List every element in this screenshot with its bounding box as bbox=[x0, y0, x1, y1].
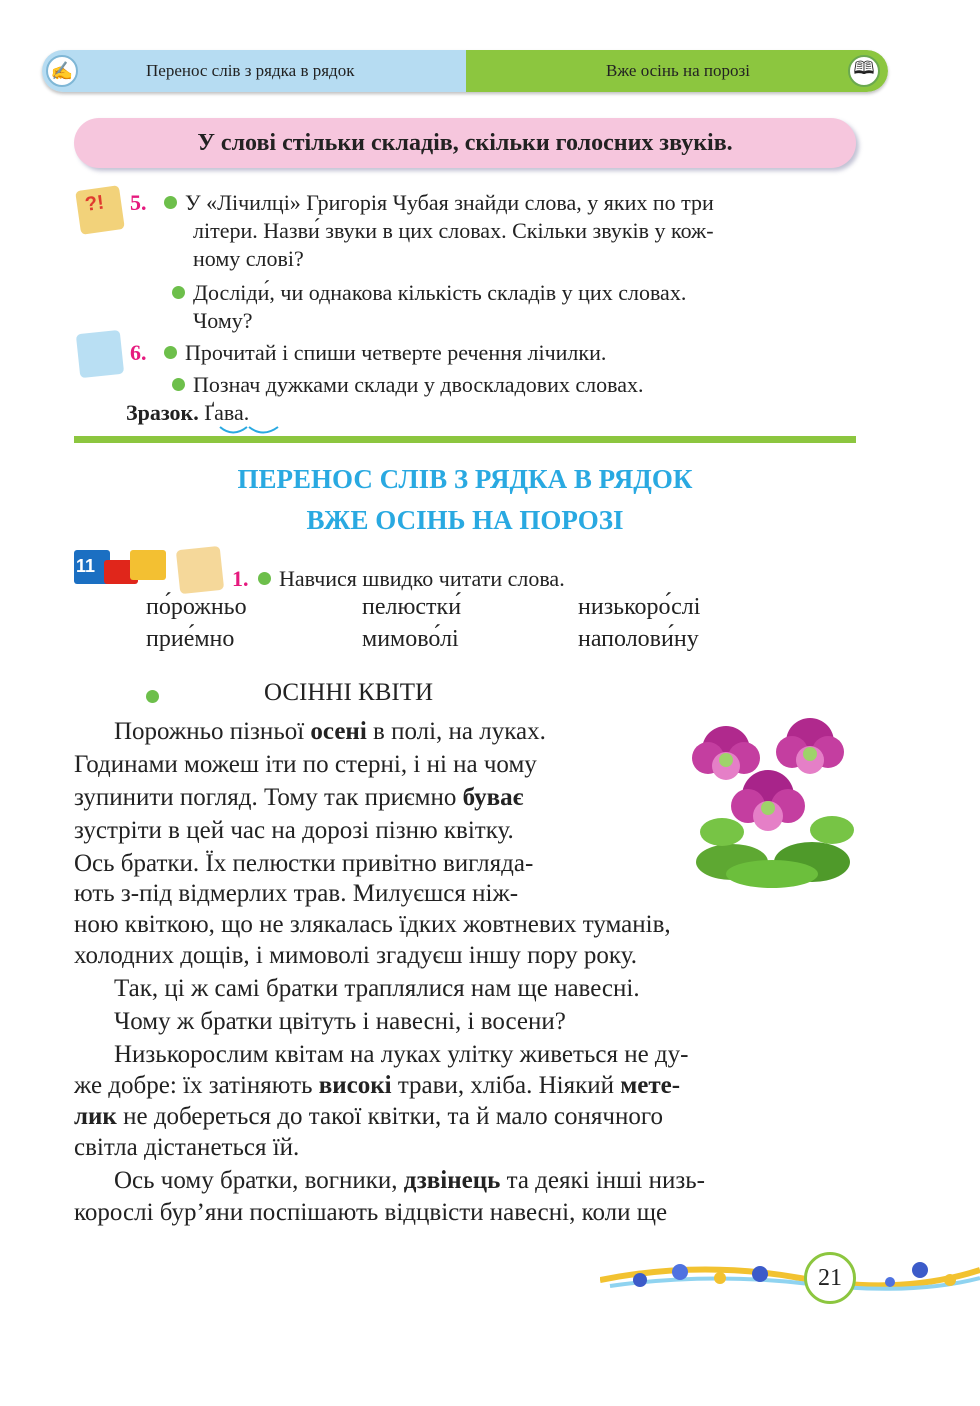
task1-line: 1. Навчися швидко читати слова. bbox=[232, 566, 565, 591]
header-left-section bbox=[42, 50, 466, 92]
section-divider bbox=[74, 436, 856, 443]
bullet-icon bbox=[258, 572, 271, 585]
page-header bbox=[42, 50, 888, 92]
task5-number: 5. bbox=[130, 190, 147, 215]
lego-blocks-icon: 11 bbox=[74, 546, 174, 586]
book-icon: 🕮 bbox=[848, 55, 880, 87]
question-icon: ?! bbox=[75, 185, 125, 235]
story-p2: Так, ці ж самі братки траплялися нам ще навесні. bbox=[114, 975, 640, 1002]
flower-garland-icon bbox=[600, 1250, 980, 1310]
story-p5-line1: Ось чому братки, вогники, дзвінець та деякі інші низь- bbox=[114, 1167, 705, 1194]
story-p1-line7: ною квіткою, що не злякалась їдких жовтневих туманів, bbox=[74, 911, 671, 938]
sample-label: Зразок. bbox=[126, 400, 199, 425]
page-number: 21 bbox=[804, 1252, 856, 1304]
writing-icon bbox=[76, 330, 124, 378]
story-p1-line4: зустріти в цей час на дорозі пізню квітку. bbox=[74, 817, 514, 844]
story-p1-line5: Ось братки. Їх пелюстки привітно вигляда- bbox=[74, 850, 534, 877]
task6-number: 6. bbox=[130, 340, 147, 365]
story-p1-line8: холодних дощів, і мимоволі згадуєш іншу пору року. bbox=[74, 942, 637, 969]
task6-sample bbox=[126, 400, 249, 426]
word-2: пелюстки́ bbox=[362, 594, 462, 620]
section-heading-2: ВЖЕ ОСІНЬ НА ПОРОЗІ bbox=[306, 505, 624, 535]
task6-line2: Познач дужками склади у двоскладових словах. bbox=[172, 372, 644, 398]
pen-icon: ✍ bbox=[46, 55, 78, 87]
word-4: прие́мно bbox=[146, 626, 235, 652]
task5-line1: 5. У «Лічилці» Григорія Чубая знайди слова, у яких по три bbox=[130, 190, 714, 215]
story-p3: Чому ж братки цвітуть і навесні, і восени? bbox=[114, 1008, 566, 1035]
bullet-icon bbox=[172, 286, 185, 299]
pansy-flower-icon bbox=[692, 712, 858, 888]
word-1: по́рожньо bbox=[146, 594, 247, 620]
task5-line2: літери. Назви́ звуки в цих словах. Скільки звуків у кож- bbox=[193, 218, 714, 243]
bullet-icon bbox=[172, 378, 185, 391]
bullet-icon bbox=[164, 196, 177, 209]
story-p4-line4: світла дістанеться їй. bbox=[74, 1134, 300, 1161]
story-p1-line2: Годинами можеш іти по стерні, і ні на чому bbox=[74, 751, 537, 778]
header-right-section bbox=[466, 50, 888, 92]
story-p4-line3: лик не добереться до такої квітки, та й мало сонячного bbox=[74, 1103, 663, 1130]
story-title: ОСІННІ КВІТИ bbox=[264, 679, 434, 706]
header-left-title: Перенос слів з рядка в рядок bbox=[146, 61, 355, 80]
bullet-icon bbox=[146, 690, 159, 703]
story-p4-line2: же добре: їх затіняють високі трави, хліба. Ніякий мете- bbox=[74, 1072, 681, 1099]
story-p1-line6: ють з-під відмерлих трав. Милуєшся ніж- bbox=[74, 880, 519, 907]
story-p5-line2: корослі бур’яни поспішають відцвісти навесні, коли ще bbox=[74, 1199, 668, 1226]
header-right-title: Вже осінь на порозі bbox=[606, 61, 750, 80]
task5-line5: Чому? bbox=[193, 308, 253, 333]
bullet-icon bbox=[164, 346, 177, 359]
story-p4-line1: Низькорослим квітам на луках улітку живеться не ду- bbox=[114, 1041, 689, 1068]
task5-line4: Досліди́, чи однакова кількість складів у цих словах. bbox=[172, 280, 686, 306]
task1-number: 1. bbox=[232, 566, 249, 591]
word-6: наполови́ну bbox=[578, 626, 699, 652]
task5-line3: ному слові? bbox=[193, 246, 304, 271]
story-p1-line1: Порожньо пізньої осені в полі, на луках. bbox=[114, 718, 546, 745]
story-p1-line3: зупинити погляд. Тому так приємно буває bbox=[74, 784, 524, 811]
reading-icon bbox=[176, 546, 224, 594]
task6-line1: 6. Прочитай і спиши четверте речення лічилки. bbox=[130, 340, 607, 365]
rule-box: У слові стільки складів, скільки голосних звуків. bbox=[74, 118, 856, 168]
section-heading-1: ПЕРЕНОС СЛІВ З РЯДКА В РЯДОК bbox=[237, 464, 693, 494]
sample-word: Ґава. bbox=[204, 400, 250, 425]
word-3: низькоро́слі bbox=[578, 594, 701, 620]
word-5: мимово́лі bbox=[362, 626, 459, 652]
